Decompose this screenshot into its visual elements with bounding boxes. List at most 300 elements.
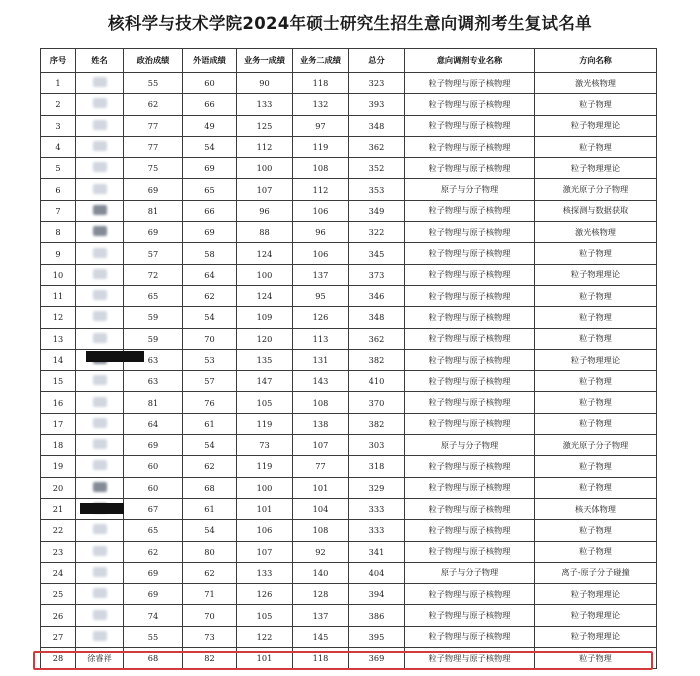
cell-b2: 143	[293, 371, 349, 392]
cell-foreign: 57	[183, 371, 237, 392]
cell-politics: 77	[124, 115, 183, 136]
cell-name	[76, 435, 124, 456]
table-row	[41, 115, 657, 136]
cell-total: 382	[349, 413, 405, 434]
cell-total: 410	[349, 371, 405, 392]
cell-b1: 100	[237, 158, 293, 179]
cell-b2: 107	[293, 435, 349, 456]
table-row	[41, 435, 657, 456]
cell-b1: 107	[237, 179, 293, 200]
cell-total: 341	[349, 541, 405, 562]
cell-name	[76, 200, 124, 221]
cell-total: 346	[349, 285, 405, 306]
cell-politics: 74	[124, 605, 183, 626]
redacted-name	[93, 588, 107, 598]
cell-foreign: 64	[183, 264, 237, 285]
cell-no: 8	[41, 222, 76, 243]
cell-no: 18	[41, 435, 76, 456]
redacted-name	[93, 77, 107, 87]
cell-major: 粒子物理与原子核物理	[405, 541, 535, 562]
redacted-name	[93, 205, 107, 215]
cell-major: 粒子物理与原子核物理	[405, 371, 535, 392]
cell-b1: 100	[237, 477, 293, 498]
cell-b2: 108	[293, 392, 349, 413]
col-header-foreign: 外语成绩	[183, 49, 237, 73]
cell-direction: 粒子物理	[535, 648, 657, 669]
cell-b2: 140	[293, 562, 349, 583]
highlight-box	[33, 651, 653, 670]
cell-name	[76, 158, 124, 179]
cell-b2: 118	[293, 73, 349, 94]
cell-politics: 59	[124, 328, 183, 349]
cell-b1: 101	[237, 648, 293, 669]
cell-major: 粒子物理与原子核物理	[405, 285, 535, 306]
table-row	[41, 73, 657, 94]
cell-total: 395	[349, 626, 405, 647]
cell-name	[76, 307, 124, 328]
cell-no: 25	[41, 584, 76, 605]
cell-politics: 67	[124, 498, 183, 519]
cell-major: 粒子物理与原子核物理	[405, 648, 535, 669]
cell-politics: 77	[124, 136, 183, 157]
cell-no: 12	[41, 307, 76, 328]
redacted-name	[93, 162, 107, 172]
cell-b1: 105	[237, 392, 293, 413]
cell-foreign: 80	[183, 541, 237, 562]
redacted-name	[93, 631, 107, 641]
cell-foreign: 70	[183, 328, 237, 349]
cell-major: 粒子物理与原子核物理	[405, 349, 535, 370]
cell-b1: 106	[237, 520, 293, 541]
cell-total: 348	[349, 307, 405, 328]
cell-direction: 粒子物理理论	[535, 264, 657, 285]
cell-b1: 124	[237, 285, 293, 306]
cell-politics: 68	[124, 648, 183, 669]
cell-b2: 126	[293, 307, 349, 328]
table-row	[41, 222, 657, 243]
cell-total: 348	[349, 115, 405, 136]
cell-b2: 101	[293, 477, 349, 498]
cell-b2: 138	[293, 413, 349, 434]
cell-politics: 72	[124, 264, 183, 285]
cell-b2: 106	[293, 200, 349, 221]
cell-total: 362	[349, 136, 405, 157]
table-row	[41, 520, 657, 541]
cell-direction: 粒子物理理论	[535, 349, 657, 370]
cell-politics: 55	[124, 73, 183, 94]
cell-b2: 108	[293, 158, 349, 179]
cell-foreign: 49	[183, 115, 237, 136]
redacted-name	[93, 610, 107, 620]
cell-no: 2	[41, 94, 76, 115]
cell-direction: 粒子物理	[535, 285, 657, 306]
cell-direction: 粒子物理	[535, 541, 657, 562]
cell-direction: 粒子物理	[535, 307, 657, 328]
redaction-bar	[86, 351, 144, 362]
cell-direction: 粒子物理理论	[535, 584, 657, 605]
cell-b2: 137	[293, 264, 349, 285]
cell-direction: 粒子物理理论	[535, 115, 657, 136]
cell-name	[76, 264, 124, 285]
cell-foreign: 66	[183, 200, 237, 221]
cell-foreign: 68	[183, 477, 237, 498]
cell-b2: 95	[293, 285, 349, 306]
cell-b2: 128	[293, 584, 349, 605]
table-row	[41, 94, 657, 115]
cell-foreign: 54	[183, 307, 237, 328]
table-row	[41, 371, 657, 392]
cell-no: 26	[41, 605, 76, 626]
table-row	[41, 136, 657, 157]
cell-direction: 激光核物理	[535, 73, 657, 94]
cell-direction: 激光原子分子物理	[535, 179, 657, 200]
cell-b2: 118	[293, 648, 349, 669]
redacted-name	[93, 226, 107, 236]
redacted-name	[93, 333, 107, 343]
cell-b2: 104	[293, 498, 349, 519]
cell-b1: 119	[237, 456, 293, 477]
redacted-name	[93, 397, 107, 407]
cell-direction: 核探测与数据获取	[535, 200, 657, 221]
cell-major: 粒子物理与原子核物理	[405, 392, 535, 413]
cell-total: 404	[349, 562, 405, 583]
redaction-bar	[80, 503, 124, 514]
cell-total: 323	[349, 73, 405, 94]
cell-total: 386	[349, 605, 405, 626]
cell-politics: 59	[124, 307, 183, 328]
cell-b2: 137	[293, 605, 349, 626]
cell-no: 6	[41, 179, 76, 200]
cell-no: 4	[41, 136, 76, 157]
cell-total: 352	[349, 158, 405, 179]
cell-b1: 126	[237, 584, 293, 605]
cell-foreign: 76	[183, 392, 237, 413]
table-row	[41, 605, 657, 626]
col-header-name: 姓名	[76, 49, 124, 73]
table-row	[41, 285, 657, 306]
cell-total: 373	[349, 264, 405, 285]
cell-major: 粒子物理与原子核物理	[405, 94, 535, 115]
cell-b1: 107	[237, 541, 293, 562]
cell-total: 393	[349, 94, 405, 115]
cell-major: 粒子物理与原子核物理	[405, 307, 535, 328]
table-row	[41, 477, 657, 498]
cell-b1: 112	[237, 136, 293, 157]
redacted-name	[93, 98, 107, 108]
cell-total: 369	[349, 648, 405, 669]
cell-no: 10	[41, 264, 76, 285]
cell-no: 3	[41, 115, 76, 136]
cell-direction: 核天体物理	[535, 498, 657, 519]
cell-b2: 113	[293, 328, 349, 349]
cell-no: 7	[41, 200, 76, 221]
cell-no: 11	[41, 285, 76, 306]
cell-name: 徐睿祥	[76, 648, 124, 669]
cell-foreign: 65	[183, 179, 237, 200]
redacted-name	[93, 482, 107, 492]
redacted-name	[93, 524, 107, 534]
cell-politics: 63	[124, 349, 183, 370]
redacted-name	[93, 418, 107, 428]
cell-total: 333	[349, 498, 405, 519]
cell-total: 345	[349, 243, 405, 264]
cell-politics: 81	[124, 200, 183, 221]
cell-no: 27	[41, 626, 76, 647]
cell-b2: 119	[293, 136, 349, 157]
cell-no: 15	[41, 371, 76, 392]
table-row	[41, 200, 657, 221]
cell-b1: 122	[237, 626, 293, 647]
cell-total: 329	[349, 477, 405, 498]
cell-b2: 108	[293, 520, 349, 541]
cell-foreign: 58	[183, 243, 237, 264]
cell-no: 1	[41, 73, 76, 94]
cell-no: 13	[41, 328, 76, 349]
col-header-total: 总分	[349, 49, 405, 73]
cell-major: 原子与分子物理	[405, 562, 535, 583]
cell-total: 353	[349, 179, 405, 200]
cell-total: 394	[349, 584, 405, 605]
cell-b1: 119	[237, 413, 293, 434]
col-header-direction: 方向名称	[535, 49, 657, 73]
cell-major: 粒子物理与原子核物理	[405, 605, 535, 626]
cell-direction: 粒子物理	[535, 243, 657, 264]
cell-major: 粒子物理与原子核物理	[405, 584, 535, 605]
cell-politics: 69	[124, 435, 183, 456]
cell-name	[76, 392, 124, 413]
redacted-name	[93, 460, 107, 470]
table-row	[41, 328, 657, 349]
table-row	[41, 584, 657, 605]
cell-politics: 57	[124, 243, 183, 264]
redacted-name	[93, 269, 107, 279]
cell-politics: 65	[124, 520, 183, 541]
table-row	[41, 626, 657, 647]
cell-foreign: 82	[183, 648, 237, 669]
cell-no: 20	[41, 477, 76, 498]
col-header-b1: 业务一成绩	[237, 49, 293, 73]
redacted-name	[93, 567, 107, 577]
cell-major: 粒子物理与原子核物理	[405, 222, 535, 243]
table-row	[41, 456, 657, 477]
cell-direction: 粒子物理	[535, 136, 657, 157]
cell-name	[76, 477, 124, 498]
cell-name	[76, 285, 124, 306]
cell-direction: 粒子物理	[535, 413, 657, 434]
cell-politics: 64	[124, 413, 183, 434]
cell-no: 5	[41, 158, 76, 179]
cell-major: 原子与分子物理	[405, 435, 535, 456]
redacted-name	[93, 120, 107, 130]
cell-name	[76, 541, 124, 562]
cell-name	[76, 243, 124, 264]
cell-foreign: 66	[183, 94, 237, 115]
cell-major: 粒子物理与原子核物理	[405, 115, 535, 136]
cell-b1: 109	[237, 307, 293, 328]
cell-b1: 124	[237, 243, 293, 264]
cell-major: 粒子物理与原子核物理	[405, 498, 535, 519]
cell-direction: 激光核物理	[535, 222, 657, 243]
cell-foreign: 69	[183, 222, 237, 243]
cell-direction: 离子-原子分子碰撞	[535, 562, 657, 583]
cell-direction: 激光原子分子物理	[535, 435, 657, 456]
cell-no: 21	[41, 498, 76, 519]
header-row	[41, 49, 657, 73]
cell-total: 322	[349, 222, 405, 243]
cell-no: 19	[41, 456, 76, 477]
cell-major: 粒子物理与原子核物理	[405, 328, 535, 349]
cell-foreign: 54	[183, 520, 237, 541]
cell-b1: 101	[237, 498, 293, 519]
cell-foreign: 53	[183, 349, 237, 370]
cell-b2: 112	[293, 179, 349, 200]
cell-no: 9	[41, 243, 76, 264]
cell-major: 粒子物理与原子核物理	[405, 413, 535, 434]
cell-name	[76, 94, 124, 115]
cell-direction: 粒子物理	[535, 520, 657, 541]
cell-b1: 73	[237, 435, 293, 456]
cell-foreign: 60	[183, 73, 237, 94]
cell-major: 粒子物理与原子核物理	[405, 243, 535, 264]
cell-b1: 133	[237, 562, 293, 583]
cell-total: 382	[349, 349, 405, 370]
cell-direction: 粒子物理理论	[535, 626, 657, 647]
col-header-no: 序号	[41, 49, 76, 73]
redacted-name	[93, 290, 107, 300]
cell-politics: 75	[124, 158, 183, 179]
cell-foreign: 73	[183, 626, 237, 647]
cell-foreign: 62	[183, 456, 237, 477]
cell-foreign: 54	[183, 435, 237, 456]
cell-no: 22	[41, 520, 76, 541]
cell-name	[76, 626, 124, 647]
page-title: 核科学与技术学院2024年硕士研究生招生意向调剂考生复试名单	[108, 14, 592, 33]
table-row	[41, 307, 657, 328]
redacted-name	[93, 311, 107, 321]
cell-foreign: 70	[183, 605, 237, 626]
cell-politics: 65	[124, 285, 183, 306]
col-header-major: 意向调剂专业名称	[405, 49, 535, 73]
cell-total: 362	[349, 328, 405, 349]
cell-b1: 147	[237, 371, 293, 392]
cell-b2: 92	[293, 541, 349, 562]
cell-politics: 69	[124, 222, 183, 243]
cell-b2: 132	[293, 94, 349, 115]
cell-major: 粒子物理与原子核物理	[405, 264, 535, 285]
cell-total: 333	[349, 520, 405, 541]
redacted-name	[93, 375, 107, 385]
cell-b2: 131	[293, 349, 349, 370]
cell-major: 粒子物理与原子核物理	[405, 520, 535, 541]
cell-b1: 88	[237, 222, 293, 243]
cell-name	[76, 584, 124, 605]
cell-name	[76, 136, 124, 157]
cell-major: 粒子物理与原子核物理	[405, 200, 535, 221]
table-row	[41, 179, 657, 200]
cell-politics: 60	[124, 456, 183, 477]
cell-foreign: 71	[183, 584, 237, 605]
cell-total: 370	[349, 392, 405, 413]
cell-no: 24	[41, 562, 76, 583]
cell-major: 粒子物理与原子核物理	[405, 158, 535, 179]
cell-name	[76, 605, 124, 626]
cell-name	[76, 328, 124, 349]
cell-b1: 90	[237, 73, 293, 94]
cell-direction: 粒子物理	[535, 328, 657, 349]
cell-major: 粒子物理与原子核物理	[405, 477, 535, 498]
table-row	[41, 541, 657, 562]
cell-major: 粒子物理与原子核物理	[405, 73, 535, 94]
cell-foreign: 61	[183, 413, 237, 434]
cell-b2: 77	[293, 456, 349, 477]
cell-no: 14	[41, 349, 76, 370]
cell-politics: 63	[124, 371, 183, 392]
cell-foreign: 69	[183, 158, 237, 179]
cell-name	[76, 222, 124, 243]
cell-foreign: 62	[183, 562, 237, 583]
cell-no: 16	[41, 392, 76, 413]
cell-politics: 69	[124, 584, 183, 605]
cell-b1: 135	[237, 349, 293, 370]
cell-foreign: 54	[183, 136, 237, 157]
cell-direction: 粒子物理理论	[535, 605, 657, 626]
cell-major: 粒子物理与原子核物理	[405, 626, 535, 647]
cell-politics: 60	[124, 477, 183, 498]
table-row	[41, 243, 657, 264]
cell-b2: 96	[293, 222, 349, 243]
cell-major: 粒子物理与原子核物理	[405, 136, 535, 157]
cell-major: 粒子物理与原子核物理	[405, 456, 535, 477]
cell-name	[76, 562, 124, 583]
table-row	[41, 413, 657, 434]
cell-b1: 125	[237, 115, 293, 136]
cell-politics: 69	[124, 179, 183, 200]
cell-politics: 55	[124, 626, 183, 647]
cell-total: 349	[349, 200, 405, 221]
redacted-name	[93, 141, 107, 151]
cell-name	[76, 371, 124, 392]
col-header-b2: 业务二成绩	[293, 49, 349, 73]
cell-politics: 62	[124, 94, 183, 115]
cell-no: 17	[41, 413, 76, 434]
cell-total: 303	[349, 435, 405, 456]
cell-name	[76, 413, 124, 434]
cell-total: 318	[349, 456, 405, 477]
table-row	[41, 264, 657, 285]
cell-name	[76, 179, 124, 200]
cell-b2: 106	[293, 243, 349, 264]
table-row	[41, 498, 657, 519]
cell-b2: 145	[293, 626, 349, 647]
cell-b1: 105	[237, 605, 293, 626]
cell-direction: 粒子物理	[535, 456, 657, 477]
cell-name	[76, 73, 124, 94]
cell-no: 28	[41, 648, 76, 669]
redacted-name	[93, 184, 107, 194]
cell-direction: 粒子物理	[535, 477, 657, 498]
table-row	[41, 562, 657, 583]
cell-name	[76, 520, 124, 541]
cell-direction: 粒子物理	[535, 392, 657, 413]
redacted-name	[93, 546, 107, 556]
cell-major: 原子与分子物理	[405, 179, 535, 200]
cell-politics: 69	[124, 562, 183, 583]
cell-b2: 97	[293, 115, 349, 136]
cell-b1: 96	[237, 200, 293, 221]
cell-direction: 粒子物理	[535, 371, 657, 392]
table-row	[41, 392, 657, 413]
cell-name	[76, 456, 124, 477]
